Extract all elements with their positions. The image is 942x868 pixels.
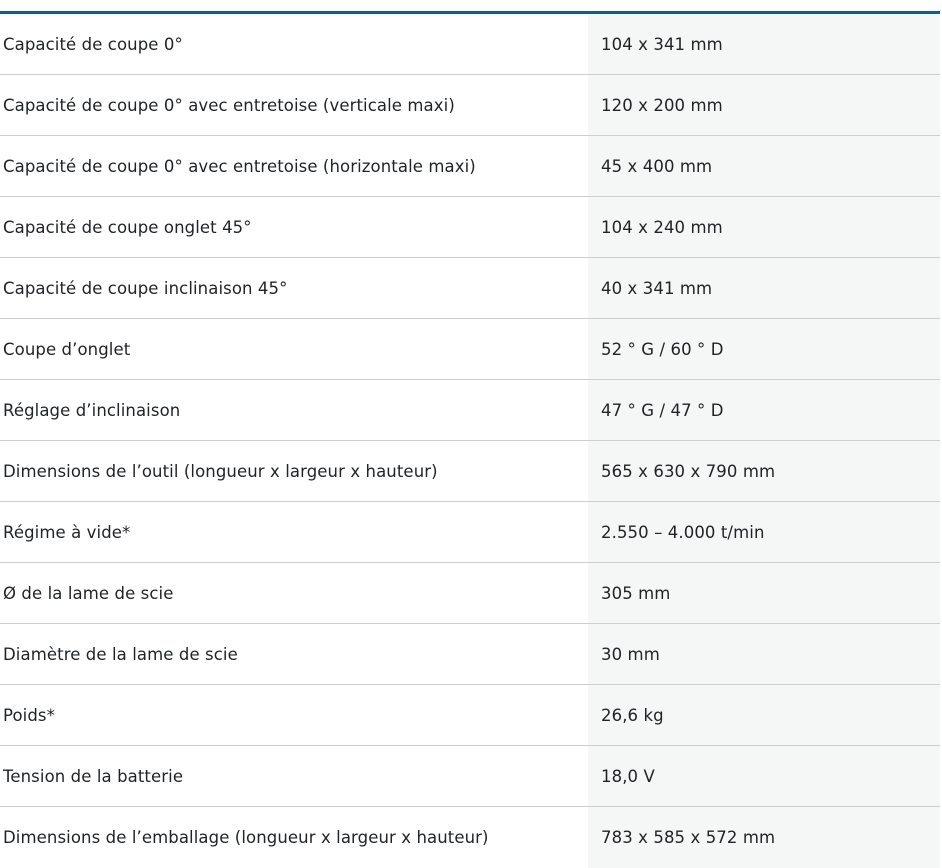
spec-label: Diamètre de la lame de scie	[0, 624, 588, 684]
spec-label: Poids*	[0, 685, 588, 745]
table-row	[0, 380, 940, 441]
spec-value: 305 mm	[588, 563, 940, 623]
spec-label: Capacité de coupe 0° avec entretoise (verticale maxi)	[0, 75, 588, 135]
spec-label: Coupe d’onglet	[0, 319, 588, 379]
table-row	[0, 502, 940, 563]
table-row	[0, 807, 940, 868]
spec-value: 104 x 240 mm	[588, 197, 940, 257]
table-row	[0, 14, 940, 75]
spec-value: 18,0 V	[588, 746, 940, 806]
spec-label: Dimensions de l’emballage (longueur x largeur x hauteur)	[0, 807, 588, 868]
spec-value: 45 x 400 mm	[588, 136, 940, 196]
table-row	[0, 75, 940, 136]
table-row	[0, 197, 940, 258]
spec-value: 783 x 585 x 572 mm	[588, 807, 940, 868]
table-row	[0, 319, 940, 380]
spec-value: 52 ° G / 60 ° D	[588, 319, 940, 379]
spec-value: 104 x 341 mm	[588, 14, 940, 74]
spec-value: 120 x 200 mm	[588, 75, 940, 135]
spec-value: 26,6 kg	[588, 685, 940, 745]
table-row	[0, 624, 940, 685]
spec-label: Capacité de coupe inclinaison 45°	[0, 258, 588, 318]
spec-value: 47 ° G / 47 ° D	[588, 380, 940, 440]
spec-value: 565 x 630 x 790 mm	[588, 441, 940, 501]
spec-label: Réglage d’inclinaison	[0, 380, 588, 440]
table-row	[0, 441, 940, 502]
spec-label: Capacité de coupe 0°	[0, 14, 588, 74]
spec-value: 2.550 – 4.000 t/min	[588, 502, 940, 562]
table-row	[0, 746, 940, 807]
spec-label: Tension de la batterie	[0, 746, 588, 806]
spec-value: 30 mm	[588, 624, 940, 684]
spec-table	[0, 14, 940, 868]
spec-label: Dimensions de l’outil (longueur x largeur x hauteur)	[0, 441, 588, 501]
table-row	[0, 685, 940, 746]
table-row	[0, 136, 940, 197]
table-row	[0, 563, 940, 624]
spec-label: Régime à vide*	[0, 502, 588, 562]
spec-label: Ø de la lame de scie	[0, 563, 588, 623]
spec-label: Capacité de coupe onglet 45°	[0, 197, 588, 257]
table-row	[0, 258, 940, 319]
spec-value: 40 x 341 mm	[588, 258, 940, 318]
spec-label: Capacité de coupe 0° avec entretoise (horizontale maxi)	[0, 136, 588, 196]
